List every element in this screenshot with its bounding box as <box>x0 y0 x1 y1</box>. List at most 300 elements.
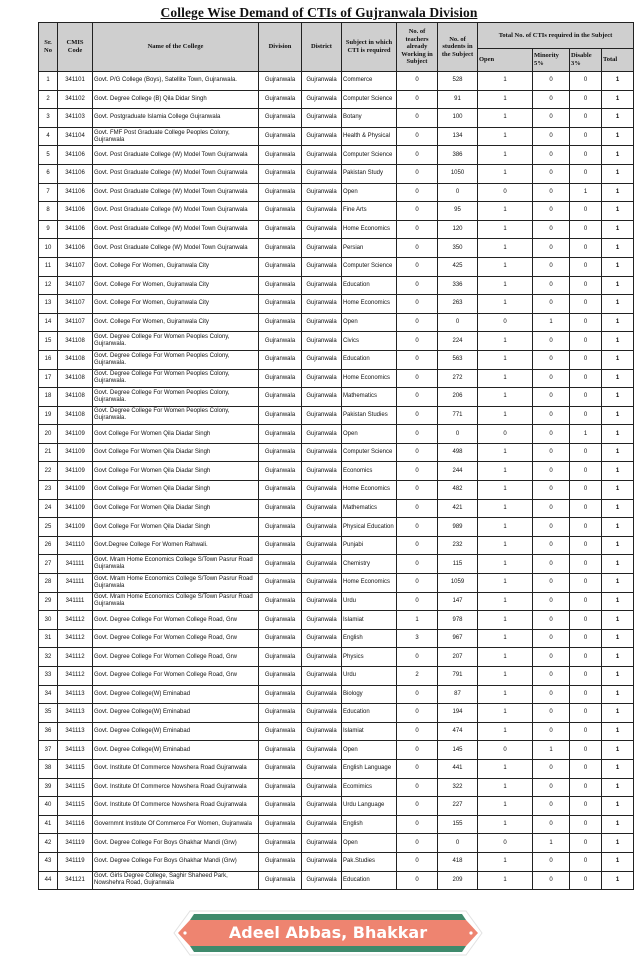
table-row <box>39 350 634 369</box>
cell-college-name: Govt. Degree College(W) Eminabad <box>93 685 259 704</box>
table-row <box>39 834 634 853</box>
cell-disable: 0 <box>570 276 602 295</box>
header-college-name: Name of the College <box>93 23 259 72</box>
cell-total: 1 <box>602 871 634 890</box>
cell-open: 1 <box>478 332 533 351</box>
cell-disable: 0 <box>570 815 602 834</box>
cell-total: 1 <box>602 127 634 146</box>
cell-teachers-working: 0 <box>397 704 438 723</box>
cell-minority: 1 <box>533 741 570 760</box>
cell-disable: 0 <box>570 462 602 481</box>
cell-disable: 0 <box>570 518 602 537</box>
cell-college-name: Govt. College For Women, Gujranwala City <box>93 313 259 332</box>
cell-total: 1 <box>602 611 634 630</box>
cell-total: 1 <box>602 778 634 797</box>
cell-open: 1 <box>478 462 533 481</box>
cell-total: 1 <box>602 183 634 202</box>
cell-sr-no: 37 <box>39 741 58 760</box>
cell-disable: 0 <box>570 759 602 778</box>
cell-open: 1 <box>478 852 533 871</box>
cell-open: 1 <box>478 481 533 500</box>
cell-cmis-code: 341113 <box>58 704 93 723</box>
table-row <box>39 72 634 91</box>
cell-disable: 1 <box>570 183 602 202</box>
cell-disable: 0 <box>570 611 602 630</box>
cell-total: 1 <box>602 257 634 276</box>
cell-minority: 0 <box>533 685 570 704</box>
cell-open: 1 <box>478 369 533 388</box>
cell-teachers-working: 0 <box>397 164 438 183</box>
cell-students: 336 <box>438 276 478 295</box>
cell-division: Gujranwala <box>259 834 302 853</box>
cell-college-name: Govt. Degree College (B) Qila Didar Singh <box>93 90 259 109</box>
cell-students: 482 <box>438 481 478 500</box>
table-row <box>39 648 634 667</box>
cell-disable: 0 <box>570 406 602 425</box>
cell-college-name: Govt. Institute Of Commerce Nowshera Road Gujranwala <box>93 778 259 797</box>
cell-total: 1 <box>602 852 634 871</box>
cell-division: Gujranwala <box>259 592 302 611</box>
cell-total: 1 <box>602 499 634 518</box>
cell-students: 0 <box>438 834 478 853</box>
cell-students: 207 <box>438 648 478 667</box>
cell-subject: Biology <box>342 685 397 704</box>
cell-subject: Computer Science <box>342 257 397 276</box>
cell-open: 0 <box>478 834 533 853</box>
cell-open: 1 <box>478 722 533 741</box>
cell-minority: 0 <box>533 481 570 500</box>
cell-subject: Islamiat <box>342 722 397 741</box>
cell-total: 1 <box>602 313 634 332</box>
table-row <box>39 220 634 239</box>
cell-minority: 0 <box>533 611 570 630</box>
cell-division: Gujranwala <box>259 295 302 314</box>
cell-open: 1 <box>478 648 533 667</box>
cell-college-name: Govt. Mram Home Economics College S/Town Pasrur Road Gujranwala <box>93 555 259 574</box>
cell-teachers-working: 0 <box>397 220 438 239</box>
cell-subject: Open <box>342 313 397 332</box>
cell-teachers-working: 0 <box>397 257 438 276</box>
cell-sr-no: 7 <box>39 183 58 202</box>
cell-open: 1 <box>478 276 533 295</box>
cell-subject: Home Economics <box>342 481 397 500</box>
cell-students: 224 <box>438 332 478 351</box>
cell-district: Gujranwala <box>302 611 342 630</box>
cell-sr-no: 33 <box>39 667 58 686</box>
cell-cmis-code: 341109 <box>58 425 93 444</box>
cell-sr-no: 10 <box>39 239 58 258</box>
cell-disable: 0 <box>570 90 602 109</box>
cell-subject: Health & Physical <box>342 127 397 146</box>
cell-sr-no: 19 <box>39 406 58 425</box>
cell-minority: 0 <box>533 778 570 797</box>
cell-minority: 0 <box>533 704 570 723</box>
cell-sr-no: 42 <box>39 834 58 853</box>
cell-cmis-code: 341107 <box>58 313 93 332</box>
cell-teachers-working: 0 <box>397 536 438 555</box>
cell-district: Gujranwala <box>302 852 342 871</box>
cell-division: Gujranwala <box>259 462 302 481</box>
table-row <box>39 592 634 611</box>
cell-minority: 0 <box>533 183 570 202</box>
cell-cmis-code: 341106 <box>58 239 93 258</box>
cell-total: 1 <box>602 518 634 537</box>
cell-teachers-working: 0 <box>397 295 438 314</box>
page-title: College Wise Demand of CTIs of Gujranwala Division <box>160 5 478 20</box>
cell-minority: 0 <box>533 536 570 555</box>
cell-teachers-working: 0 <box>397 276 438 295</box>
cell-district: Gujranwala <box>302 722 342 741</box>
cell-students: 771 <box>438 406 478 425</box>
cell-division: Gujranwala <box>259 164 302 183</box>
cell-college-name: Govt. College For Women, Gujranwala City <box>93 257 259 276</box>
cell-students: 263 <box>438 295 478 314</box>
cell-sr-no: 4 <box>39 127 58 146</box>
cell-open: 1 <box>478 499 533 518</box>
cell-students: 232 <box>438 536 478 555</box>
cell-district: Gujranwala <box>302 481 342 500</box>
cell-total: 1 <box>602 834 634 853</box>
cell-subject: Commerce <box>342 72 397 91</box>
cell-total: 1 <box>602 276 634 295</box>
cell-open: 1 <box>478 443 533 462</box>
cell-teachers-working: 0 <box>397 239 438 258</box>
cell-college-name: Govt. Degree College(W) Eminabad <box>93 741 259 760</box>
table-row <box>39 388 634 407</box>
cell-sr-no: 35 <box>39 704 58 723</box>
cell-minority: 0 <box>533 443 570 462</box>
cell-teachers-working: 0 <box>397 462 438 481</box>
cell-sr-no: 38 <box>39 759 58 778</box>
cell-sr-no: 1 <box>39 72 58 91</box>
cell-disable: 0 <box>570 202 602 221</box>
cell-college-name: Govt. Post Graduate College (W) Model Town Gujranwala <box>93 183 259 202</box>
cell-sr-no: 21 <box>39 443 58 462</box>
cell-open: 1 <box>478 555 533 574</box>
table-row <box>39 871 634 890</box>
cell-minority: 0 <box>533 388 570 407</box>
cell-cmis-code: 341108 <box>58 350 93 369</box>
table-row <box>39 852 634 871</box>
cell-cmis-code: 341106 <box>58 146 93 165</box>
cell-district: Gujranwala <box>302 759 342 778</box>
cell-district: Gujranwala <box>302 406 342 425</box>
cell-minority: 1 <box>533 313 570 332</box>
cell-cmis-code: 341113 <box>58 722 93 741</box>
cell-teachers-working: 0 <box>397 388 438 407</box>
cell-open: 1 <box>478 295 533 314</box>
cell-cmis-code: 341108 <box>58 388 93 407</box>
cell-teachers-working: 0 <box>397 313 438 332</box>
cell-district: Gujranwala <box>302 239 342 258</box>
cell-minority: 0 <box>533 295 570 314</box>
cell-college-name: Govt. Degree College For Women Peoples Colony, Gujranwala. <box>93 350 259 369</box>
cell-subject: Pakistan Study <box>342 164 397 183</box>
header-minority: Minority 5% <box>533 49 570 72</box>
cell-college-name: Govt. Degree College For Women College Road, Grw <box>93 648 259 667</box>
cell-sr-no: 2 <box>39 90 58 109</box>
cell-sr-no: 28 <box>39 574 58 593</box>
cell-sr-no: 25 <box>39 518 58 537</box>
cell-college-name: Govt College For Women Qila Diadar Singh <box>93 425 259 444</box>
cell-minority: 0 <box>533 518 570 537</box>
cell-open: 1 <box>478 574 533 593</box>
cell-division: Gujranwala <box>259 443 302 462</box>
cell-students: 206 <box>438 388 478 407</box>
cell-sr-no: 6 <box>39 164 58 183</box>
cell-sr-no: 17 <box>39 369 58 388</box>
cell-disable: 0 <box>570 332 602 351</box>
table-row <box>39 629 634 648</box>
cell-district: Gujranwala <box>302 90 342 109</box>
cell-division: Gujranwala <box>259 257 302 276</box>
cell-district: Gujranwala <box>302 648 342 667</box>
cell-college-name: Govt. Degree College For Women College Road, Grw <box>93 667 259 686</box>
cell-minority: 0 <box>533 146 570 165</box>
cell-district: Gujranwala <box>302 127 342 146</box>
cell-teachers-working: 0 <box>397 778 438 797</box>
cell-open: 1 <box>478 127 533 146</box>
cell-open: 1 <box>478 685 533 704</box>
cell-subject: Economics <box>342 462 397 481</box>
cell-disable: 0 <box>570 722 602 741</box>
cell-sr-no: 40 <box>39 797 58 816</box>
cell-sr-no: 23 <box>39 481 58 500</box>
cell-cmis-code: 341111 <box>58 574 93 593</box>
cell-total: 1 <box>602 239 634 258</box>
cell-district: Gujranwala <box>302 332 342 351</box>
cell-minority: 0 <box>533 425 570 444</box>
cell-cmis-code: 341106 <box>58 183 93 202</box>
cell-cmis-code: 341111 <box>58 592 93 611</box>
cell-subject: English Language <box>342 759 397 778</box>
cell-total: 1 <box>602 146 634 165</box>
cell-district: Gujranwala <box>302 518 342 537</box>
cell-subject: Physics <box>342 648 397 667</box>
cell-subject: Civics <box>342 332 397 351</box>
cell-division: Gujranwala <box>259 685 302 704</box>
table-row <box>39 759 634 778</box>
cell-teachers-working: 0 <box>397 146 438 165</box>
cell-disable: 0 <box>570 388 602 407</box>
cell-division: Gujranwala <box>259 406 302 425</box>
cell-subject: Physical Education <box>342 518 397 537</box>
cell-total: 1 <box>602 592 634 611</box>
cell-cmis-code: 341110 <box>58 536 93 555</box>
cell-total: 1 <box>602 72 634 91</box>
cell-college-name: Govt College For Women Qila Diadar Singh <box>93 481 259 500</box>
cell-cmis-code: 341109 <box>58 443 93 462</box>
table-row <box>39 611 634 630</box>
cell-total: 1 <box>602 536 634 555</box>
cell-subject: Education <box>342 276 397 295</box>
cell-total: 1 <box>602 797 634 816</box>
cell-teachers-working: 0 <box>397 481 438 500</box>
cell-subject: Computer Science <box>342 90 397 109</box>
table-row <box>39 797 634 816</box>
cell-cmis-code: 341107 <box>58 276 93 295</box>
cell-cmis-code: 341113 <box>58 741 93 760</box>
cell-open: 0 <box>478 425 533 444</box>
cell-teachers-working: 0 <box>397 72 438 91</box>
cell-sr-no: 8 <box>39 202 58 221</box>
cell-division: Gujranwala <box>259 518 302 537</box>
cell-division: Gujranwala <box>259 629 302 648</box>
cell-sr-no: 30 <box>39 611 58 630</box>
cell-sr-no: 12 <box>39 276 58 295</box>
cell-division: Gujranwala <box>259 481 302 500</box>
cell-division: Gujranwala <box>259 667 302 686</box>
cell-sr-no: 5 <box>39 146 58 165</box>
cell-students: 91 <box>438 90 478 109</box>
cell-teachers-working: 0 <box>397 555 438 574</box>
table-row <box>39 555 634 574</box>
cell-total: 1 <box>602 295 634 314</box>
cell-sr-no: 26 <box>39 536 58 555</box>
cell-teachers-working: 0 <box>397 648 438 667</box>
cell-college-name: Govt. Degree College(W) Eminabad <box>93 722 259 741</box>
cell-total: 1 <box>602 90 634 109</box>
cell-subject: Home Economics <box>342 295 397 314</box>
cell-college-name: Governmnt Institute Of Commerce For Women, Gujranwala <box>93 815 259 834</box>
header-total: Total <box>602 49 634 72</box>
cell-minority: 0 <box>533 871 570 890</box>
cell-teachers-working: 0 <box>397 369 438 388</box>
cell-students: 418 <box>438 852 478 871</box>
table-row <box>39 146 634 165</box>
cell-minority: 0 <box>533 202 570 221</box>
cell-disable: 0 <box>570 350 602 369</box>
cell-district: Gujranwala <box>302 704 342 723</box>
cell-disable: 0 <box>570 481 602 500</box>
cell-college-name: Govt. Institute Of Commerce Nowshera Road Gujranwala <box>93 797 259 816</box>
header-disable: Disable 3% <box>570 49 602 72</box>
cell-students: 0 <box>438 183 478 202</box>
cell-open: 1 <box>478 871 533 890</box>
cell-teachers-working: 0 <box>397 815 438 834</box>
cell-students: 155 <box>438 815 478 834</box>
table-row <box>39 239 634 258</box>
header-subject: Subject in which CTI is required <box>342 23 397 72</box>
cell-open: 1 <box>478 815 533 834</box>
cell-division: Gujranwala <box>259 90 302 109</box>
cell-disable: 0 <box>570 499 602 518</box>
cell-students: 350 <box>438 239 478 258</box>
table-row <box>39 518 634 537</box>
cell-sr-no: 29 <box>39 592 58 611</box>
cell-minority: 0 <box>533 797 570 816</box>
cell-sr-no: 18 <box>39 388 58 407</box>
cell-division: Gujranwala <box>259 109 302 128</box>
cell-open: 1 <box>478 518 533 537</box>
cell-minority: 0 <box>533 239 570 258</box>
cell-subject: Home Economics <box>342 574 397 593</box>
cell-college-name: Govt. P/G College (Boys), Satellite Town, Gujranwala. <box>93 72 259 91</box>
cell-total: 1 <box>602 685 634 704</box>
table-row <box>39 443 634 462</box>
cell-division: Gujranwala <box>259 648 302 667</box>
cell-total: 1 <box>602 722 634 741</box>
cell-cmis-code: 341109 <box>58 518 93 537</box>
cell-cmis-code: 341106 <box>58 220 93 239</box>
cell-cmis-code: 341115 <box>58 797 93 816</box>
cell-district: Gujranwala <box>302 462 342 481</box>
cell-division: Gujranwala <box>259 536 302 555</box>
cell-teachers-working: 0 <box>397 443 438 462</box>
cell-cmis-code: 341103 <box>58 109 93 128</box>
cell-sr-no: 13 <box>39 295 58 314</box>
cell-disable: 0 <box>570 146 602 165</box>
cell-students: 386 <box>438 146 478 165</box>
cell-total: 1 <box>602 574 634 593</box>
cell-college-name: Govt. FMF Post Graduate College Peoples Colony, Gujranwala <box>93 127 259 146</box>
table-row <box>39 425 634 444</box>
cell-subject: Chemistry <box>342 555 397 574</box>
cell-open: 1 <box>478 239 533 258</box>
cell-disable: 0 <box>570 239 602 258</box>
cell-sr-no: 34 <box>39 685 58 704</box>
cell-subject: Open <box>342 183 397 202</box>
cell-division: Gujranwala <box>259 815 302 834</box>
cell-sr-no: 36 <box>39 722 58 741</box>
cell-total: 1 <box>602 109 634 128</box>
cell-students: 474 <box>438 722 478 741</box>
cell-college-name: Govt. Institute Of Commerce Nowshera Road Gujranwala <box>93 759 259 778</box>
cell-minority: 0 <box>533 72 570 91</box>
cell-cmis-code: 341108 <box>58 332 93 351</box>
header-district: District <box>302 23 342 72</box>
cell-division: Gujranwala <box>259 852 302 871</box>
cell-minority: 0 <box>533 127 570 146</box>
cell-sr-no: 27 <box>39 555 58 574</box>
cell-disable: 0 <box>570 852 602 871</box>
cell-division: Gujranwala <box>259 741 302 760</box>
cell-cmis-code: 341107 <box>58 295 93 314</box>
cell-cmis-code: 341112 <box>58 667 93 686</box>
cell-district: Gujranwala <box>302 202 342 221</box>
header-sr-no: Sr. No <box>39 23 58 72</box>
cell-students: 528 <box>438 72 478 91</box>
cell-subject: Computer Science <box>342 443 397 462</box>
cell-total: 1 <box>602 704 634 723</box>
cell-teachers-working: 0 <box>397 759 438 778</box>
cell-cmis-code: 341112 <box>58 629 93 648</box>
table-row <box>39 313 634 332</box>
table-row <box>39 536 634 555</box>
cell-cmis-code: 341115 <box>58 778 93 797</box>
cell-students: 0 <box>438 313 478 332</box>
cell-cmis-code: 341108 <box>58 369 93 388</box>
cell-sr-no: 43 <box>39 852 58 871</box>
cell-disable: 0 <box>570 871 602 890</box>
cell-subject: Open <box>342 741 397 760</box>
cell-college-name: Govt. Post Graduate College (W) Model Town Gujranwala <box>93 164 259 183</box>
cell-sr-no: 14 <box>39 313 58 332</box>
cell-open: 0 <box>478 741 533 760</box>
cell-open: 1 <box>478 202 533 221</box>
cell-minority: 0 <box>533 648 570 667</box>
table-row <box>39 685 634 704</box>
cell-minority: 0 <box>533 462 570 481</box>
cell-teachers-working: 1 <box>397 611 438 630</box>
cell-open: 1 <box>478 350 533 369</box>
cell-open: 1 <box>478 146 533 165</box>
cell-college-name: Govt College For Women Qila Diadar Singh <box>93 462 259 481</box>
cell-minority: 0 <box>533 815 570 834</box>
cell-district: Gujranwala <box>302 295 342 314</box>
cell-college-name: Govt. Degree College For Boys Ghakhar Mandi (Grw) <box>93 852 259 871</box>
table-row <box>39 481 634 500</box>
